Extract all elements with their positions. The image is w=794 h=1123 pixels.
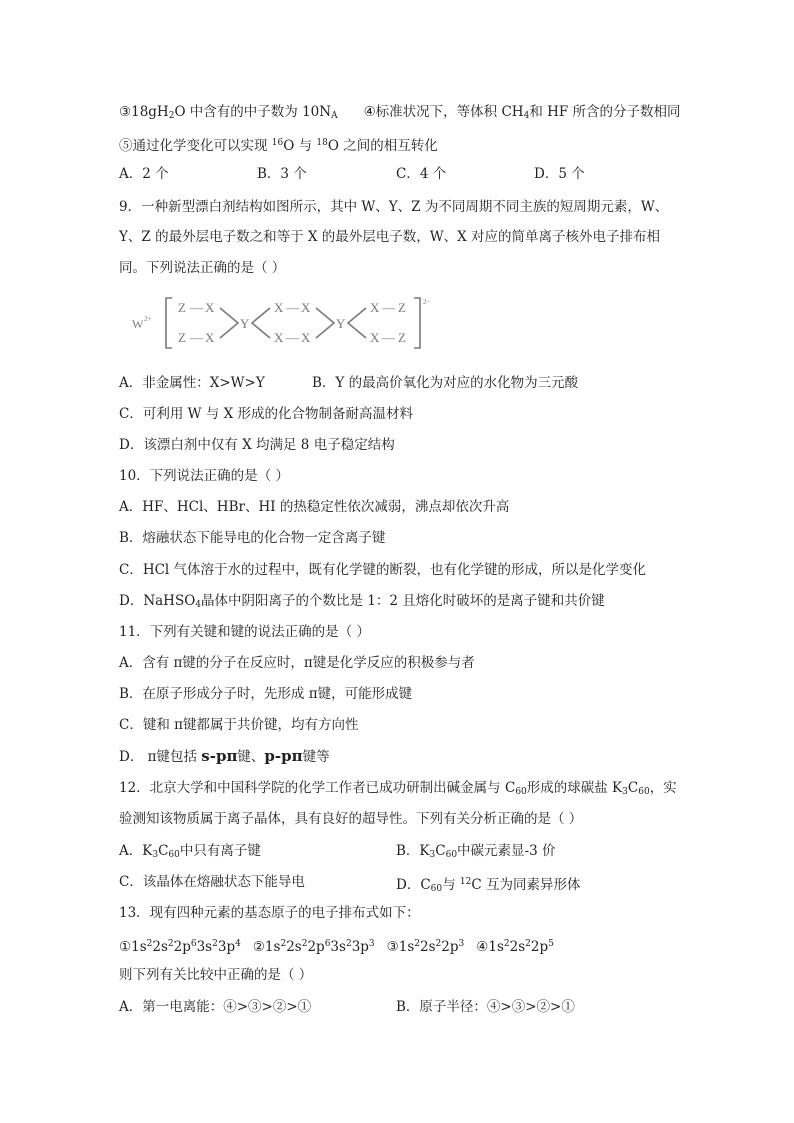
q13-option-a: A．第一电离能：④>③>②>① xyxy=(119,999,312,1015)
q12-option-c: C．该晶体在熔融状态下能导电 xyxy=(119,874,305,890)
q11-option-b: B．在原子形成分子时，先形成 π键，可能形成键 xyxy=(119,686,413,702)
q13-option-b: B．原子半径：④>③>②>① xyxy=(396,999,575,1015)
q11-option-a: A．含有 π键的分子在反应时，π键是化学反应的积极参与者 xyxy=(119,655,475,671)
anion-charge: 2− xyxy=(423,298,431,306)
q13-stem: 13．现有四种元素的基态原子的电子排布式如下： xyxy=(119,905,420,921)
atom-x-5: X xyxy=(274,330,284,345)
q11-stem: 11．下列有关键和键的说法正确的是（ ） xyxy=(119,624,370,640)
cation-charge: 2+ xyxy=(144,315,152,323)
atom-x-6: X xyxy=(301,330,311,345)
q11-option-d: D． π键包括 s-pπ键、p-pπ键等 xyxy=(119,747,330,765)
bond-xz-2: — xyxy=(382,330,395,345)
q9-option-c: C．可利用 W 与 X 形成的化合物制备耐高温材料 xyxy=(119,406,413,422)
left-bracket xyxy=(166,298,172,348)
q12-stem-line1: 12．北京大学和中国科学院的化学工作者已成功研制出碱金属与 $C_{60}$形成的球碳盐 $K_3C_{60}$，实 xyxy=(119,780,677,797)
atom-x-2: X xyxy=(205,330,215,345)
q9-option-a: A．非金属性：X>W>Y xyxy=(119,375,265,391)
atom-z-3: Z xyxy=(398,300,406,315)
q9-option-d: D．该漂白剂中仅有 X 均满足 8 电子稳定结构 xyxy=(119,437,395,453)
q8-option-a: A．2 个 xyxy=(119,166,169,182)
config-2: $②1s^22s^22p^63s^23p^3$ xyxy=(252,939,375,955)
bond-xz-1: — xyxy=(382,300,395,315)
atom-x-8: X xyxy=(370,330,380,345)
q10-stem: 10．下列说法正确的是（ ） xyxy=(119,468,289,484)
bond-zx-1: — xyxy=(190,300,203,315)
wedge-right xyxy=(348,308,366,338)
q9-stem-line3: 同。下列说法正确的是（ ） xyxy=(119,260,286,276)
atom-y-1: Y xyxy=(240,316,250,331)
atom-z-2: Z xyxy=(178,330,186,345)
atom-x-1: X xyxy=(205,300,215,315)
atom-z-1: Z xyxy=(178,300,186,315)
atom-x-7: X xyxy=(370,300,380,315)
wedge-middle-left xyxy=(252,308,270,338)
q9-stem-line2: Y、Z 的最外层电子数之和等于 X 的最外层电子数，W、X 对应的简单离子核外电子排布相 xyxy=(119,229,661,245)
right-bracket xyxy=(414,298,420,348)
wedge-left xyxy=(220,308,238,338)
q12-option-a: A．$K_3C_{60}$中只有离子键 xyxy=(119,843,261,860)
bond-xx-1: — xyxy=(286,300,299,315)
config-4: $④1s^22s^22p^5$ xyxy=(476,939,554,955)
wedge-middle-right xyxy=(316,308,334,338)
q9-option-b: B．Y 的最高价氧化为对应的水化物为三元酸 xyxy=(312,375,579,391)
q8-option-c: C．4 个 xyxy=(396,166,447,182)
q8-option-d: D．5 个 xyxy=(534,166,585,182)
q13-configurations xyxy=(119,934,554,957)
config-1: $①1s^22s^22p^63s^23p^4$ xyxy=(119,939,241,955)
config-3: $③1s^22s^22p^3$ xyxy=(386,939,465,955)
atom-x-3: X xyxy=(274,300,284,315)
statement-5: ⑤通过化学变化可以实现 $^{16}$O 与 $^{18}$O 之间的相互转化 xyxy=(119,138,438,154)
bleach-structure-diagram xyxy=(128,292,478,354)
q10-option-b: B．熔融状态下能导电的化合物一定含离子键 xyxy=(119,530,386,546)
q12-option-b: B．$K_3C_{60}$中碳元素显-3 价 xyxy=(396,843,556,860)
statement-3-4: $③18gH_2O$ 中含有的中子数为 $10N_A$ ④标准状况下，等体积 $CH_4$和 HF 所含的分子数相同 xyxy=(119,104,681,121)
q9-stem-line1: 9．一种新型漂白剂结构如图所示，其中 W、Y、Z 为不同周期不同主族的短周期元素，W、 xyxy=(119,199,669,215)
q8-option-b: B．3 个 xyxy=(257,166,307,182)
cation-w: W xyxy=(132,317,144,331)
q13-question: 则下列有关比较中正确的是（ ） xyxy=(119,967,313,983)
q12-option-d: D．$C_{60}$与 $^{12}$C 互为同素异形体 xyxy=(396,877,581,894)
bond-xx-2: — xyxy=(286,330,299,345)
atom-z-4: Z xyxy=(398,330,406,345)
q12-stem-line2: 验测知该物质属于离子晶体，具有良好的超导性。下列有关分析正确的是（ ） xyxy=(119,811,583,827)
q10-option-a: A．HF、HCl、HBr、HI 的热稳定性依次减弱，沸点却依次升高 xyxy=(119,499,510,515)
atom-x-4: X xyxy=(301,300,311,315)
bond-zx-2: — xyxy=(190,330,203,345)
atom-y-2: Y xyxy=(336,316,346,331)
q11-option-c: C．键和 π键都属于共价键，均有方向性 xyxy=(119,717,359,733)
q10-option-d: D．NaHSO$_4$晶体中阴阳离子的个数比是 1：2 且熔化时破坏的是离子键和共价键 xyxy=(119,593,605,610)
q10-option-c: C．HCl 气体溶于水的过程中，既有化学键的断裂，也有化学键的形成，所以是化学变化 xyxy=(119,562,647,578)
